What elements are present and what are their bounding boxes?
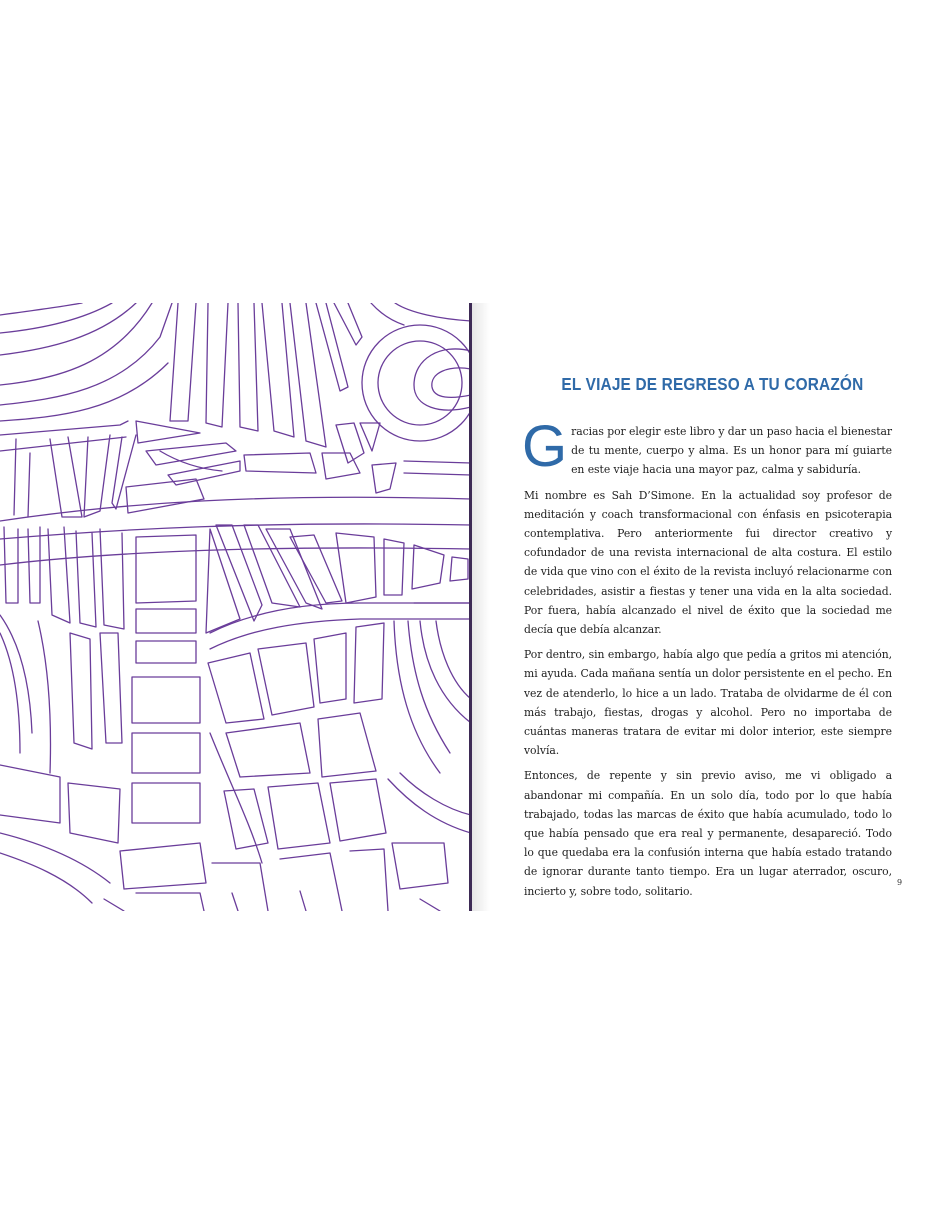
paragraph: Entonces, de repente y sin previo aviso, me vi obligado a abandonar mi compañía. En un solo día, todo por lo que había trabajado, todas las marcas de éxito que había acumulado, todo lo que había pensado que era real y permanente, desapareció. Todo lo que quedaba era la confusión interna que había estado tratando de ignorar durante tanto tiempo. Era un lugar aterrador, oscuro, incierto y, sobre todo, solitario. bbox=[524, 769, 892, 898]
gutter-shadow bbox=[472, 303, 490, 911]
paragraph-intro bbox=[522, 414, 892, 480]
text-page bbox=[524, 370, 892, 907]
coloring-illustration bbox=[0, 303, 471, 911]
drop-cap: G bbox=[522, 414, 568, 479]
paragraph-text: racias por elegir este libro y dar un paso hacia el bienestar de tu mente, cuerpo y alma. Es un honor para mí guiarte en este viaje hacia una mayor paz, calma y sabiduría. bbox=[571, 425, 892, 477]
paragraph: Mi nombre es Sah D’Simone. En la actualidad soy profesor de meditación y coach transformacional con énfasis en psicoterapia contemplativa. Pero anteriormente fui director creativo y cofundador de una revista internacional de alta costura. El estilo de vida que vino con el éxito de la revista incluyó relacionarme con celebridades, asistir a fiestas y tener una vida en la alta sociedad. Por fuera, había alcanzado el nivel de éxito que la sociedad me decía que debía alcanzar. bbox=[524, 488, 892, 637]
chapter-title: EL VIAJE DE REGRESO A TU CORAZÓN bbox=[561, 374, 864, 394]
paragraph: Por dentro, sin embargo, había algo que pedía a gritos mi atención, mi ayuda. Cada mañana sentía un dolor persistente en el pecho. En vez de atenderlo, lo hice a un lado. Trataba de olvidarme de él con más trabajo, fiestas, drogas y alcohol. Pero no importaba de cuántas maneras tratara de evitar mi dolor interior, este siempre volvía. bbox=[524, 648, 892, 758]
page-number: 9 bbox=[897, 878, 903, 887]
